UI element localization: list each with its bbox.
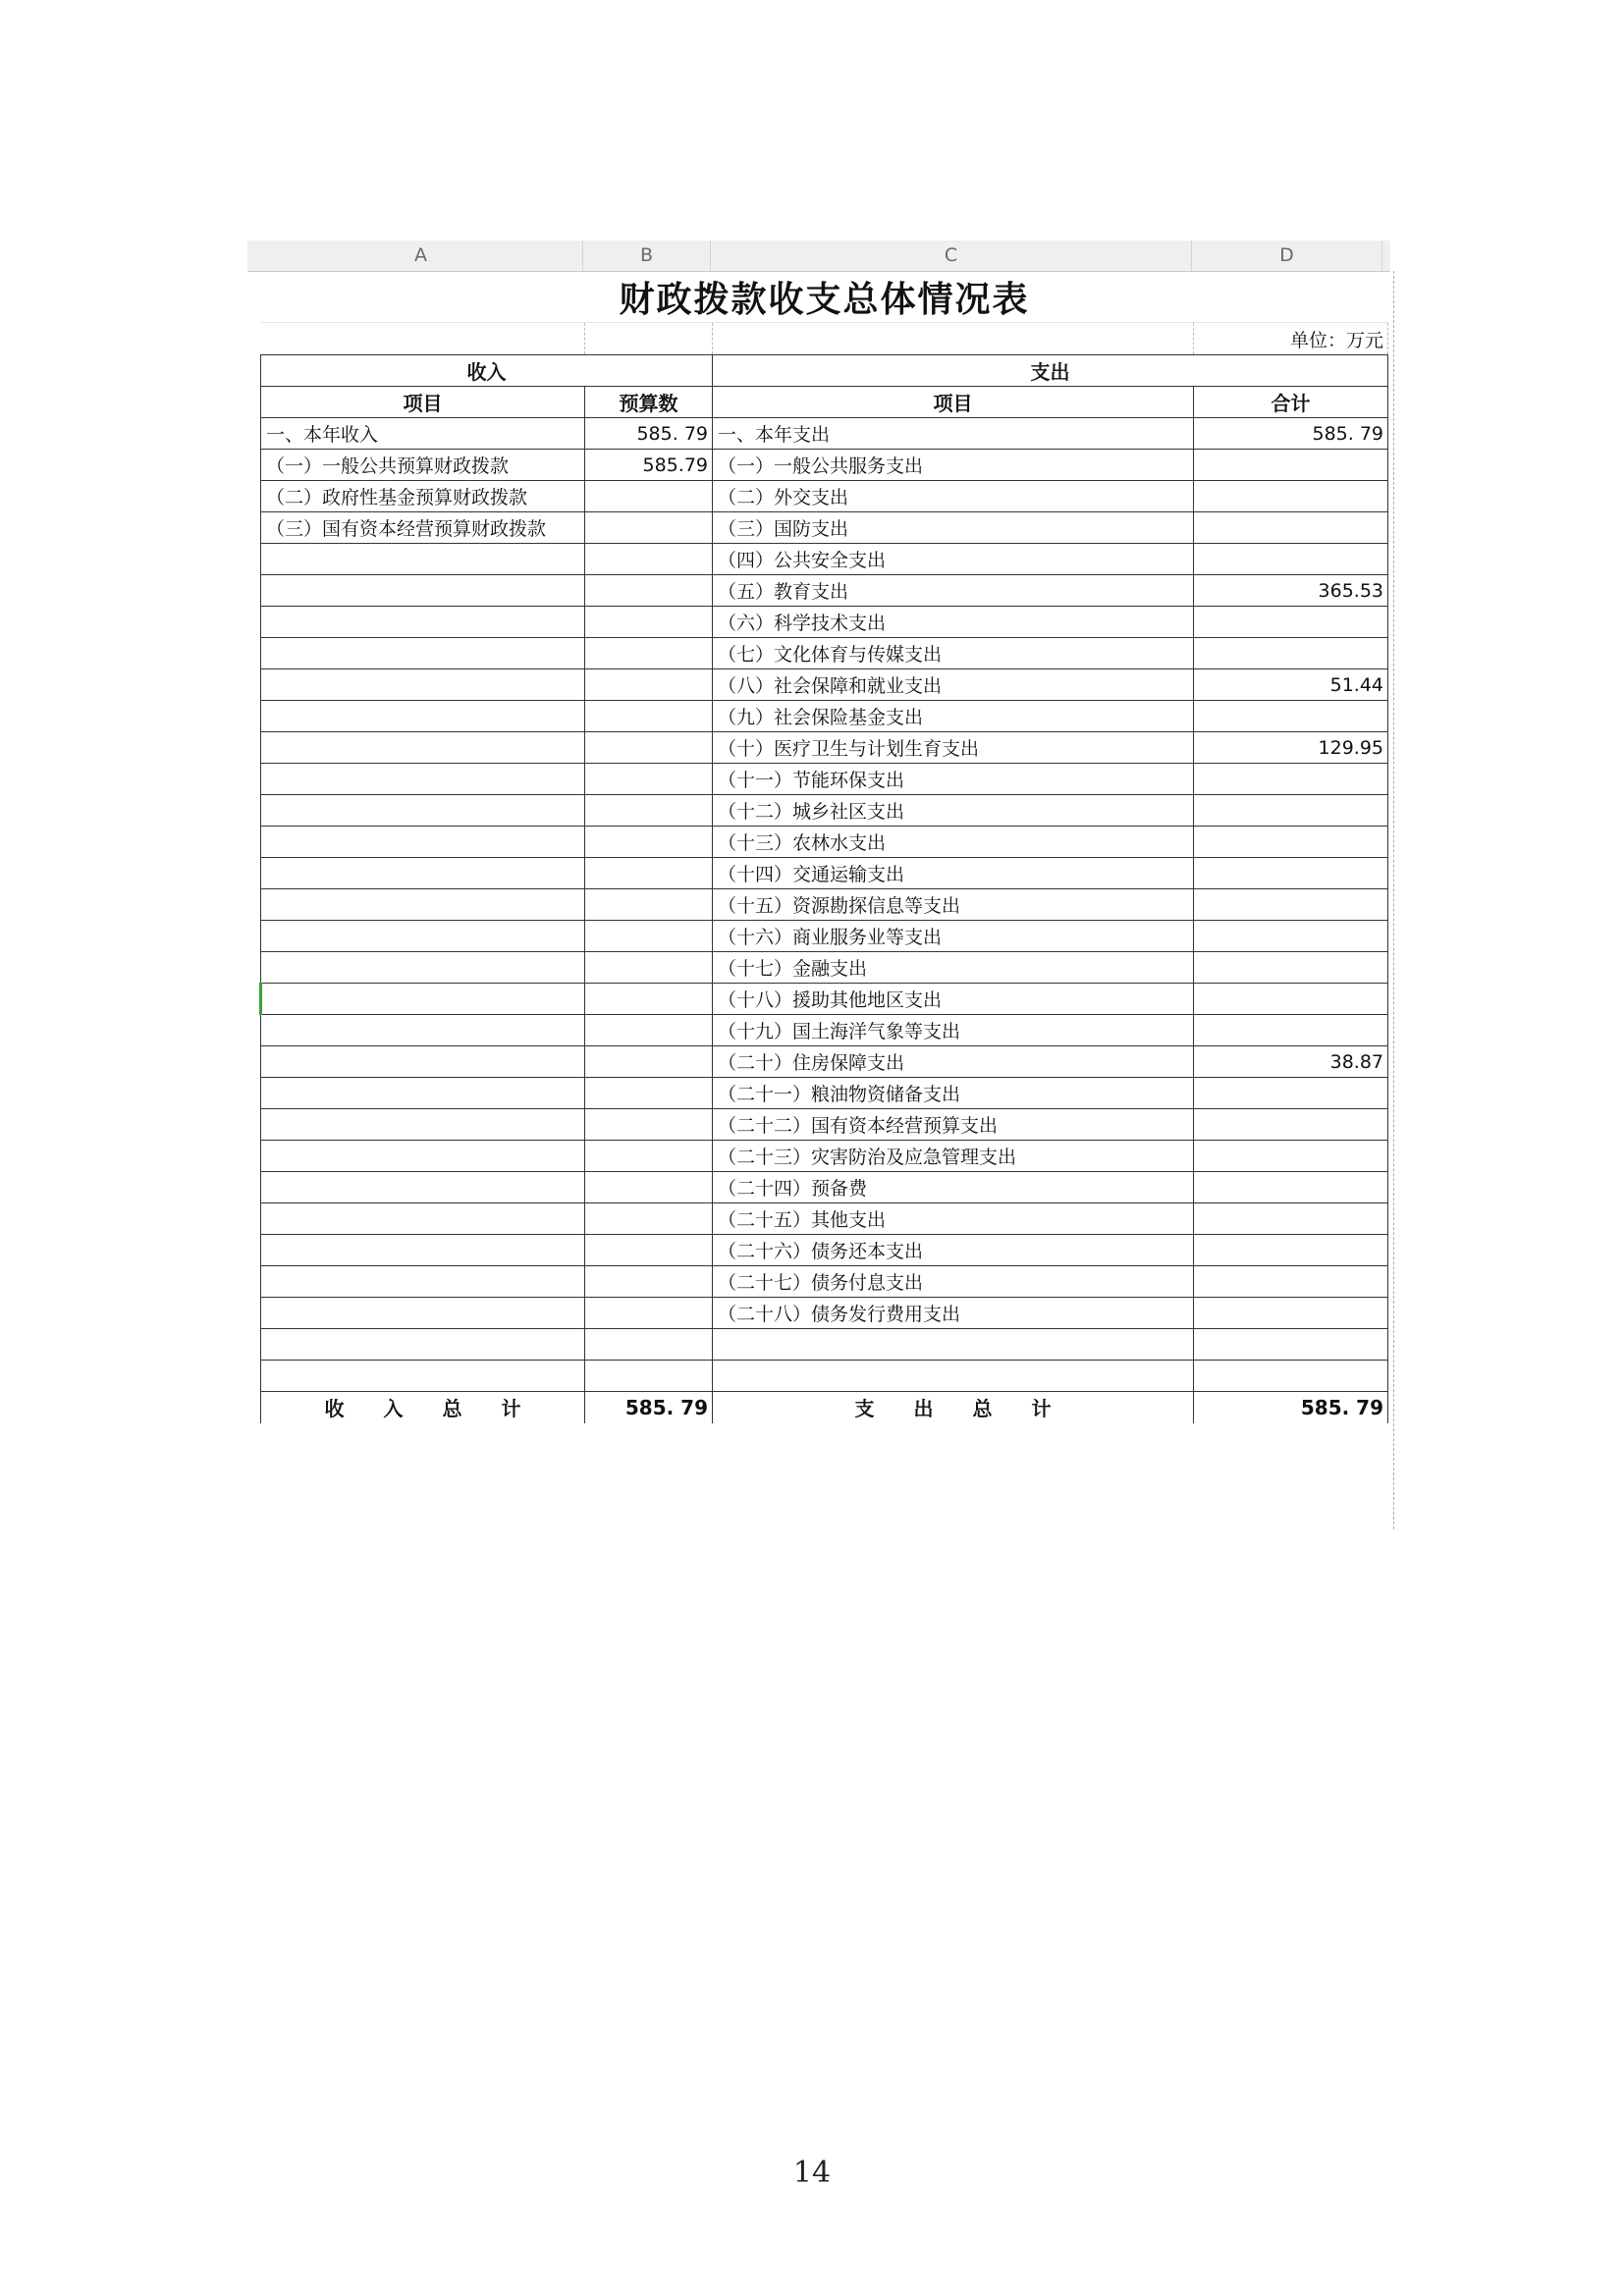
table-row (261, 544, 1388, 575)
expense-amount-cell[interactable] (1194, 544, 1388, 575)
income-item-cell[interactable] (261, 1141, 585, 1172)
income-item-cell[interactable] (261, 795, 585, 827)
table-row (261, 1235, 1388, 1266)
expense-item-cell[interactable]: （七）文化体育与传媒支出 (713, 638, 1194, 669)
income-amount-cell[interactable] (585, 858, 713, 889)
income-amount-cell[interactable] (585, 701, 713, 732)
table-row (261, 952, 1388, 984)
expense-item-cell[interactable]: （二十六）债务还本支出 (713, 1235, 1194, 1266)
expense-amount-cell[interactable] (1194, 827, 1388, 858)
expense-item-cell[interactable] (713, 1361, 1194, 1392)
income-total-value[interactable]: 585. 79 (585, 1392, 713, 1423)
expense-amount-cell[interactable] (1194, 1298, 1388, 1329)
expense-amount-cell[interactable] (1194, 858, 1388, 889)
income-item-cell[interactable] (261, 1235, 585, 1266)
table-row (261, 575, 1388, 607)
income-amount-cell[interactable] (585, 764, 713, 795)
income-amount-cell[interactable] (585, 732, 713, 764)
expense-item-cell[interactable]: （一）一般公共服务支出 (713, 450, 1194, 481)
expense-item-cell[interactable]: （五）教育支出 (713, 575, 1194, 607)
income-amount-cell[interactable] (585, 575, 713, 607)
budget-table (259, 272, 1388, 1423)
expense-amount-header[interactable]: 合计 (1194, 387, 1388, 418)
expense-amount-cell[interactable] (1194, 984, 1388, 1015)
income-amount-cell[interactable] (585, 1109, 713, 1141)
table-row (261, 1109, 1388, 1141)
income-item-cell[interactable] (261, 732, 585, 764)
expense-item-cell[interactable]: （六）科学技术支出 (713, 607, 1194, 638)
expense-amount-cell[interactable] (1194, 1015, 1388, 1046)
expense-amount-cell[interactable]: 585. 79 (1194, 418, 1388, 450)
expense-item-cell[interactable]: （二十一）粮油物资储备支出 (713, 1078, 1194, 1109)
income-item-cell[interactable] (261, 1266, 585, 1298)
expense-amount-cell[interactable] (1194, 450, 1388, 481)
expense-total-label[interactable]: 支 出 总 计 (713, 1392, 1194, 1423)
expense-amount-cell[interactable] (1194, 1141, 1388, 1172)
income-amount-cell[interactable] (585, 481, 713, 512)
income-item-cell[interactable] (261, 669, 585, 701)
table-row (261, 1141, 1388, 1172)
income-item-cell[interactable] (261, 1329, 585, 1361)
expense-amount-cell[interactable] (1194, 638, 1388, 669)
expense-item-cell[interactable]: （二十四）预备费 (713, 1172, 1194, 1203)
expense-item-cell[interactable]: （八）社会保障和就业支出 (713, 669, 1194, 701)
table-row (261, 1046, 1388, 1078)
income-amount-cell[interactable]: 585. 79 (585, 418, 713, 450)
income-item-cell[interactable]: （二）政府性基金预算财政拨款 (261, 481, 585, 512)
column-header-b[interactable]: B (583, 240, 711, 271)
income-amount-cell[interactable] (585, 1203, 713, 1235)
column-header-a[interactable]: A (259, 240, 583, 271)
expense-amount-cell[interactable] (1194, 1172, 1388, 1203)
expense-section-header[interactable]: 支出 (713, 355, 1388, 387)
expense-amount-cell[interactable] (1194, 607, 1388, 638)
income-amount-cell[interactable] (585, 1046, 713, 1078)
income-total-label[interactable]: 收 入 总 计 (261, 1392, 585, 1423)
income-amount-cell[interactable] (585, 669, 713, 701)
expense-amount-cell[interactable]: 51.44 (1194, 669, 1388, 701)
expense-item-cell[interactable]: 一、本年支出 (713, 418, 1194, 450)
income-item-cell[interactable] (261, 1298, 585, 1329)
empty-cell[interactable] (261, 323, 585, 355)
empty-cell[interactable] (585, 323, 713, 355)
expense-amount-cell[interactable] (1194, 1266, 1388, 1298)
expense-item-cell[interactable]: （二十三）灾害防治及应急管理支出 (713, 1141, 1194, 1172)
table-row (261, 1203, 1388, 1235)
income-amount-cell[interactable] (585, 544, 713, 575)
table-row (261, 607, 1388, 638)
expense-item-cell[interactable]: （十二）城乡社区支出 (713, 795, 1194, 827)
table-row (261, 450, 1388, 481)
expense-amount-cell[interactable] (1194, 795, 1388, 827)
income-item-header[interactable]: 项目 (261, 387, 585, 418)
table-row (261, 732, 1388, 764)
income-amount-cell[interactable] (585, 1266, 713, 1298)
table-row (261, 1298, 1388, 1329)
expense-item-cell[interactable]: （十五）资源勘探信息等支出 (713, 889, 1194, 921)
income-amount-cell[interactable] (585, 921, 713, 952)
column-header-bar (247, 240, 1390, 272)
income-amount-cell[interactable] (585, 512, 713, 544)
expense-item-cell[interactable]: （十九）国土海洋气象等支出 (713, 1015, 1194, 1046)
income-item-cell[interactable] (261, 1015, 585, 1046)
expense-amount-cell[interactable] (1194, 921, 1388, 952)
income-item-cell[interactable] (261, 544, 585, 575)
income-item-cell[interactable] (261, 984, 585, 1015)
expense-amount-cell[interactable] (1194, 952, 1388, 984)
table-row (261, 858, 1388, 889)
expense-item-cell[interactable]: （十）医疗卫生与计划生育支出 (713, 732, 1194, 764)
expense-item-cell[interactable]: （二十二）国有资本经营预算支出 (713, 1109, 1194, 1141)
income-amount-cell[interactable] (585, 889, 713, 921)
table-row (261, 1078, 1388, 1109)
expense-amount-cell[interactable] (1194, 1203, 1388, 1235)
income-item-cell[interactable] (261, 1203, 585, 1235)
expense-item-cell[interactable]: （十四）交通运输支出 (713, 858, 1194, 889)
page-break-line (1393, 271, 1394, 1529)
expense-amount-cell[interactable] (1194, 1329, 1388, 1361)
expense-amount-cell[interactable] (1194, 512, 1388, 544)
income-item-cell[interactable] (261, 1172, 585, 1203)
table-row (261, 795, 1388, 827)
empty-cell[interactable] (713, 323, 1194, 355)
expense-item-cell[interactable]: （十八）援助其他地区支出 (713, 984, 1194, 1015)
expense-item-cell[interactable]: （四）公共安全支出 (713, 544, 1194, 575)
table-row (261, 764, 1388, 795)
income-item-cell[interactable] (261, 827, 585, 858)
table-row (261, 638, 1388, 669)
income-item-cell[interactable] (261, 701, 585, 732)
totals-row (261, 1392, 1388, 1423)
income-amount-cell[interactable] (585, 984, 713, 1015)
income-item-cell[interactable] (261, 1109, 585, 1141)
income-item-cell[interactable] (261, 764, 585, 795)
expense-amount-cell[interactable]: 38.87 (1194, 1046, 1388, 1078)
expense-item-cell[interactable]: （十六）商业服务业等支出 (713, 921, 1194, 952)
table-row (261, 1172, 1388, 1203)
income-amount-cell[interactable] (585, 1329, 713, 1361)
table-title[interactable]: 财政拨款收支总体情况表 (261, 272, 1388, 323)
income-amount-cell[interactable] (585, 952, 713, 984)
table-row (261, 669, 1388, 701)
income-item-cell[interactable] (261, 607, 585, 638)
expense-amount-cell[interactable]: 365.53 (1194, 575, 1388, 607)
income-item-cell[interactable] (261, 921, 585, 952)
income-item-cell[interactable]: 一、本年收入 (261, 418, 585, 450)
expense-item-cell[interactable]: （九）社会保险基金支出 (713, 701, 1194, 732)
expense-amount-cell[interactable] (1194, 701, 1388, 732)
column-header-d[interactable]: D (1192, 240, 1382, 271)
expense-item-cell[interactable]: （三）国防支出 (713, 512, 1194, 544)
expense-item-cell[interactable]: （十一）节能环保支出 (713, 764, 1194, 795)
table-row (261, 1329, 1388, 1361)
income-item-cell[interactable]: （一）一般公共预算财政拨款 (261, 450, 585, 481)
unit-label[interactable]: 单位：万元 (1194, 323, 1388, 355)
income-amount-cell[interactable] (585, 827, 713, 858)
income-item-cell[interactable] (261, 575, 585, 607)
expense-item-cell[interactable]: （二十）住房保障支出 (713, 1046, 1194, 1078)
income-amount-cell[interactable] (585, 1078, 713, 1109)
income-item-cell[interactable] (261, 1046, 585, 1078)
expense-amount-cell[interactable] (1194, 1078, 1388, 1109)
column-header-c[interactable]: C (711, 240, 1192, 271)
expense-amount-cell[interactable] (1194, 889, 1388, 921)
table-row (261, 984, 1388, 1015)
income-amount-cell[interactable] (585, 607, 713, 638)
table-row (261, 827, 1388, 858)
income-item-cell[interactable] (261, 638, 585, 669)
expense-amount-cell[interactable] (1194, 764, 1388, 795)
expense-amount-cell[interactable] (1194, 1361, 1388, 1392)
expense-item-cell[interactable]: （十七）金融支出 (713, 952, 1194, 984)
expense-item-cell[interactable]: （十三）农林水支出 (713, 827, 1194, 858)
table-row (261, 512, 1388, 544)
page-number: 14 (792, 2156, 832, 2190)
income-amount-cell[interactable] (585, 1141, 713, 1172)
table-row (261, 1266, 1388, 1298)
income-item-cell[interactable] (261, 1078, 585, 1109)
expense-item-cell[interactable] (713, 1329, 1194, 1361)
table-row (261, 701, 1388, 732)
spreadsheet (247, 240, 1390, 1423)
income-amount-cell[interactable] (585, 1235, 713, 1266)
expense-amount-cell[interactable] (1194, 1235, 1388, 1266)
income-amount-cell[interactable] (585, 1172, 713, 1203)
income-item-cell[interactable] (261, 1361, 585, 1392)
table-row (261, 1361, 1388, 1392)
table-row (261, 921, 1388, 952)
income-item-cell[interactable] (261, 952, 585, 984)
expense-amount-cell[interactable] (1194, 481, 1388, 512)
expense-item-header[interactable]: 项目 (713, 387, 1194, 418)
income-amount-cell[interactable] (585, 795, 713, 827)
income-item-cell[interactable] (261, 889, 585, 921)
income-amount-cell[interactable] (585, 1015, 713, 1046)
income-item-cell[interactable] (261, 858, 585, 889)
table-row (261, 889, 1388, 921)
table-row (261, 481, 1388, 512)
expense-item-cell[interactable]: （二十八）债务发行费用支出 (713, 1298, 1194, 1329)
expense-amount-cell[interactable]: 129.95 (1194, 732, 1388, 764)
income-section-header[interactable]: 收入 (261, 355, 713, 387)
income-amount-cell[interactable] (585, 1298, 713, 1329)
income-item-cell[interactable]: （三）国有资本经营预算财政拨款 (261, 512, 585, 544)
expense-amount-cell[interactable] (1194, 1109, 1388, 1141)
income-amount-cell[interactable] (585, 638, 713, 669)
expense-item-cell[interactable]: （二十五）其他支出 (713, 1203, 1194, 1235)
expense-item-cell[interactable]: （二十七）债务付息支出 (713, 1266, 1194, 1298)
income-amount-cell[interactable] (585, 1361, 713, 1392)
income-amount-cell[interactable]: 585.79 (585, 450, 713, 481)
expense-item-cell[interactable]: （二）外交支出 (713, 481, 1194, 512)
income-amount-header[interactable]: 预算数 (585, 387, 713, 418)
expense-total-value[interactable]: 585. 79 (1194, 1392, 1388, 1423)
table-row (261, 1015, 1388, 1046)
table-row (261, 418, 1388, 450)
